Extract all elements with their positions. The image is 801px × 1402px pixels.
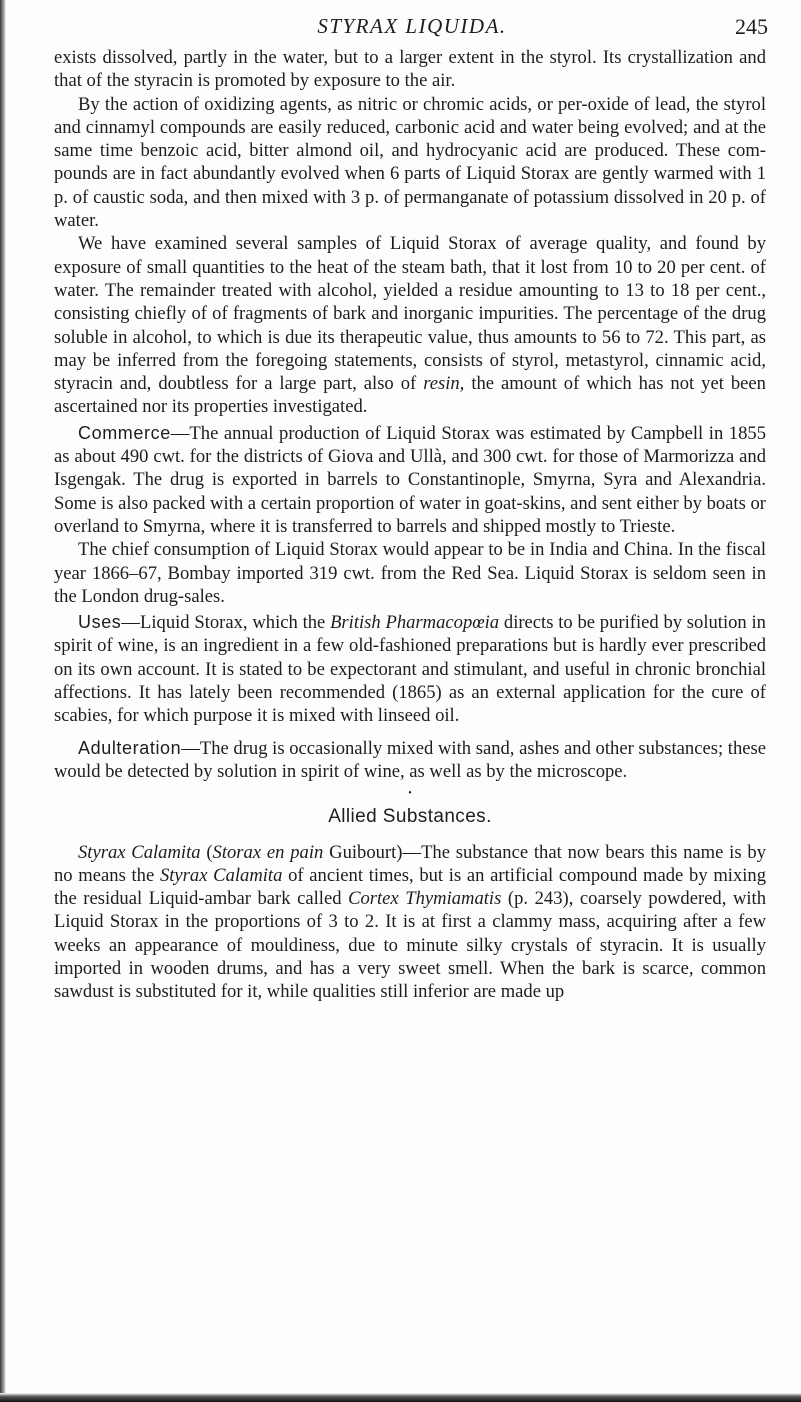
running-head <box>56 14 768 42</box>
calamita-text-a: —The substance that now bears this name is by no means the <box>54 841 766 886</box>
running-head-title: STYRAX LIQUIDA. <box>317 14 507 38</box>
paren-open: ( <box>206 841 213 863</box>
paragraph-consumption: The chief consumption of Liquid Storax would appear to be in India and China. In the fiscal year 1866–67, Bombay imported 319 cwt. from the Red Sea. Liquid Storax is seldom seen in the London drug-sales. <box>54 539 766 607</box>
calamita-text-c: (p. 243), coarsely powdered, with Liquid Storax in the proportions of 3 to 2. It is at first a clammy mass, acquiring after a few weeks an appearance of mouldiness, due to minute silky crystals of styracin. It is usually imported in wooden drums, and has a very sweet smell. When the bark is scarce, common sawdust is substituted for it, while qualities still inferior are made up <box>54 888 766 1003</box>
styrax-calamita-ref: Styrax Calamita <box>159 864 283 886</box>
uses-heading: Uses <box>78 612 122 633</box>
section-ornament: • <box>408 788 412 800</box>
pharmacopoeia-title: British Pharmacopœia <box>330 612 500 634</box>
storax-en-pain: Storax en pain <box>212 841 324 863</box>
page-gutter-shadow <box>0 0 6 1402</box>
uses-text-a: —Liquid Storax, which the <box>121 612 326 634</box>
calamita-text-b: of ancient times, but is an artificial compound made by mixing the residual Liquid-ambar bark called <box>54 864 767 910</box>
paragraph-uses <box>54 611 766 727</box>
styrax-calamita-name: Styrax Calamita <box>78 841 201 863</box>
body-text <box>54 46 766 1004</box>
paragraph-commerce <box>54 422 766 538</box>
paragraph-samples <box>54 232 766 418</box>
guibourt-citation: Guibourt) <box>329 841 403 863</box>
uses-text-b: directs to be purified by solution in spirit of wine, is an ingredient in a few old-fashioned preparations but is hardly ever prescribed on its own account. It is stated to be expectorant and stimulant, and useful in chronic bronchial affections. It has lately been recommended (1865) as an external application for the cure of scabies, for which purpose it is mixed with linseed oil. <box>54 612 766 727</box>
adulteration-text: —The drug is occasionally mixed with sand, ashes and other substances; these would be detected by solution in spirit of wine, as well as by the microscope. <box>54 737 766 782</box>
cortex-thymiamatis: Cortex Thymiamatis <box>348 888 502 910</box>
paragraph-oxidation: By the action of oxidizing agents, as nitric or chromic acids, or per-oxide of lead, the styrol and cinnamyl compounds are easily reduced, carbonic acid and water being evolved; and at the same time benzoic acid, bitter almond oil, and hydrocyanic acid are produced. These com-pounds are in fact abundantly evolved when 6 parts of Liquid Storax are gently warmed with 1 p. of caustic soda, and then mixed with 3 p. of permanganate of potassium dissolved in 20 p. of water. <box>54 93 766 232</box>
commerce-text: —The annual production of Liquid Storax was estimated by Campbell in 1855 as about 490 cwt. for the districts of Giova and Ullà, and 300 cwt. for those of Marmorizza and Isgengak. The drug is exported in barrels to Constantinople, Smyrna, Syra and Alexandria. Some is also packed with a certain proportion of water in goat-skins, and sent either by boats or overland to Smyrna, where it is transferred to barrels and shipped mostly to Trieste. <box>54 422 766 537</box>
paragraph-adulteration <box>54 737 766 784</box>
page-bottom-edge <box>0 1393 801 1402</box>
page-number: 245 <box>735 14 768 39</box>
samples-text: We have examined several samples of Liquid Storax of average quality, and found by exposure of small quantities to the heat of the steam bath, that it lost from 10 to 20 per cent. of water. The remainder treated with alcohol, yielded a residue amounting to 13 to 18 per cent., consisting chiefly of of fragments of bark and inorganic impurities. The percentage of the drug soluble in alcohol, to which is due its therapeutic value, thus amounts to 56 to 72. This part, as may be inferred from the foregoing statements, consists of styrol, metastyrol, cinnamic acid, styracin and, doubtless for a large part, also of <box>54 233 766 395</box>
allied-substances-heading: Allied Substances. <box>328 806 492 828</box>
paragraph-styrax-calamita <box>54 841 766 1004</box>
paragraph-crystallization: exists dissolved, partly in the water, but to a larger extent in the styrol. Its crystallization and that of the styracin is promoted by exposure to the air. <box>54 47 766 92</box>
commerce-heading: Commerce <box>78 422 171 443</box>
adulteration-heading: Adulteration <box>78 737 182 758</box>
samples-text-end: the amount of which has not yet been ascertained nor its properties investigated. <box>54 373 766 418</box>
resin-term: resin, <box>423 373 465 395</box>
